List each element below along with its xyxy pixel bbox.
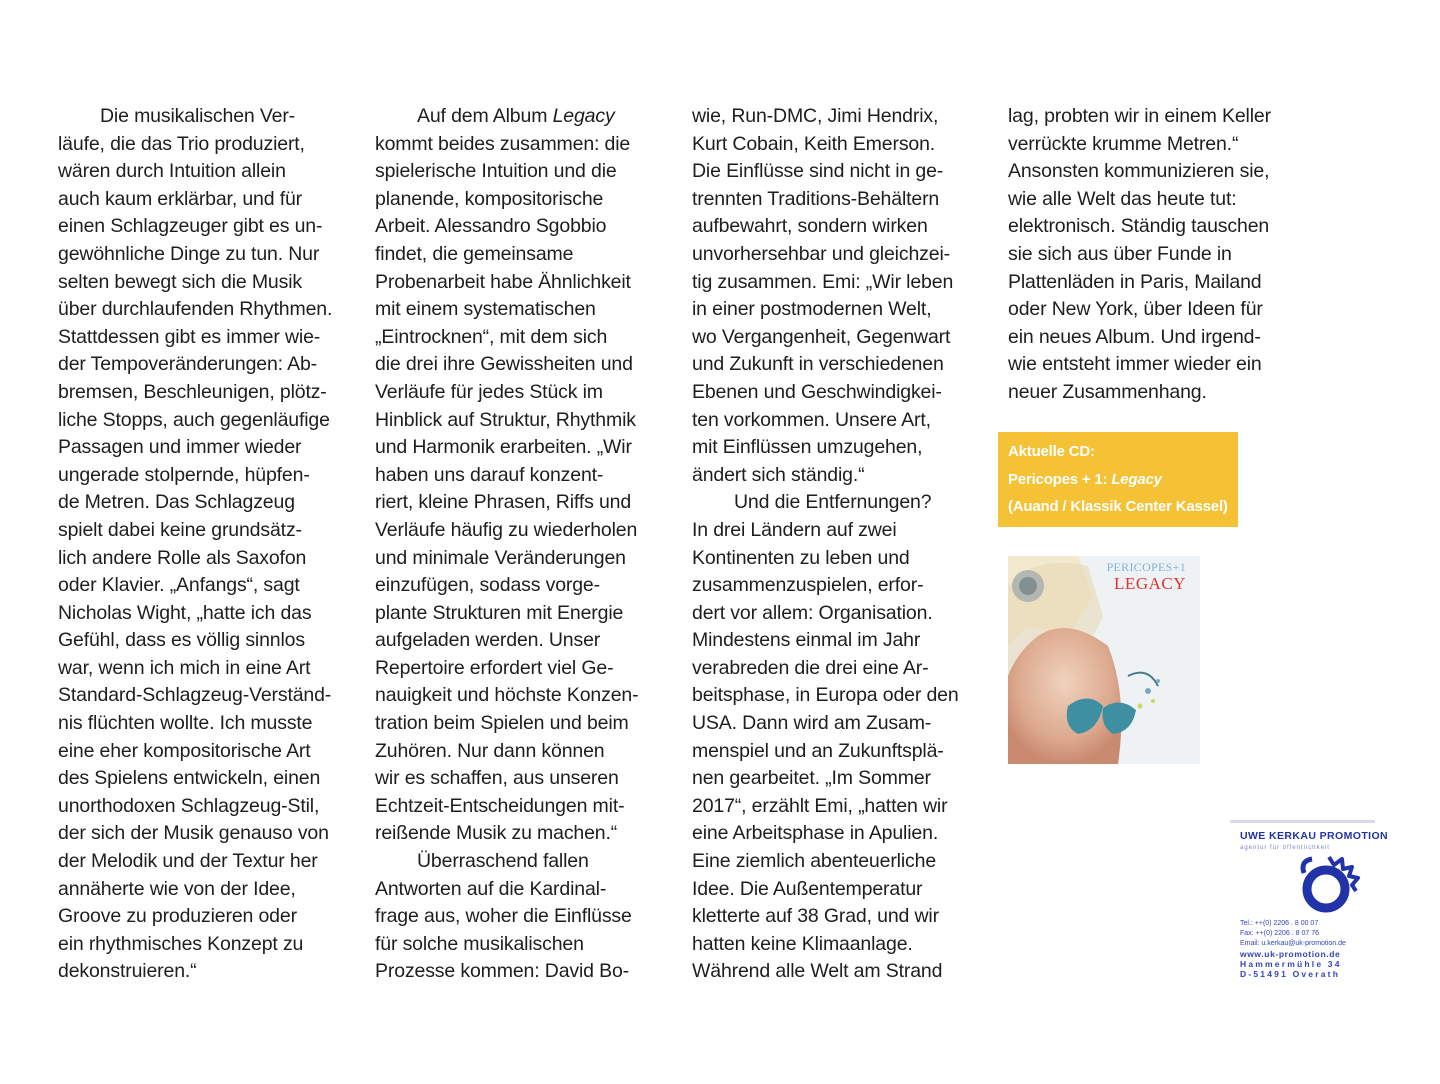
album-cover-image — [1008, 556, 1200, 764]
promo-tel: Tel.: ++(0) 2206 . 8 00 07 — [1240, 920, 1319, 927]
promo-fax: Fax: ++(0) 2206 . 8 07 76 — [1240, 930, 1319, 937]
text-run: Auf dem Album — [417, 105, 553, 127]
article-column-1 — [58, 103, 348, 986]
promo-tagline: agentur für öffentlichkeit — [1240, 845, 1330, 851]
paragraph: lag, probten wir in einem Keller verrückte krumme Metren.“ Ansonsten kommunizieren sie, wie alle Welt das heute tut: elektronisch. Ständig tauschen sie sich aus über Funde in Plattenläden in Paris, Mailand oder New York, über Ideen für ein neues Album. Und irgend- wie entsteht immer wieder ein neuer Zusammenhang. — [1008, 105, 1271, 403]
cover-title-album: LEGACY — [1114, 574, 1186, 593]
promo-web: www.uk-promotion.de — [1240, 949, 1341, 959]
cd-box-album — [1008, 466, 1228, 494]
cd-box-label: (Auand / Klassik Center Kassel) — [1008, 498, 1228, 515]
cd-box-album-title: Legacy — [1111, 470, 1162, 488]
article-column-3 — [692, 103, 982, 986]
promo-email: Email: u.kerkau@uk-promotion.de — [1240, 940, 1346, 947]
paragraph: Und die Entfernungen? In drei Ländern auf zwei Kontinenten zu leben und zusammenzuspielen, erfor- dert vor allem: Organisation. Mindestens einmal im Jahr verabreden die drei eine Ar- beitsphase, in Europa oder den USA. Dann wird am Zusam- menspiel und an Zukunftsplä- nen gearbeitet. „Im Sommer 2017“, erzählt Emi, „hatten wir eine Arbeitsphase in Apulien. Eine ziemlich abenteuerliche Idee. Die Außentemperatur kletterte auf 38 Grad, und wir hatten keine Klimaanlage. Während alle Welt am Strand — [692, 491, 959, 983]
current-cd-box — [998, 432, 1238, 527]
paragraph: Die musikalischen Ver- läufe, die das Trio produziert, wären durch Intuition allein auch kaum erklärbar, und für einen Schlagzeuger gibt es un- gewöhnliche Dinge zu tun. Nur selten bewegt sich die Musik über durchlaufenden Rhythmen. Stattdessen gibt es immer wie- der Tempoveränderungen: Ab- bremsen, Beschleunigen, plötz- liche Stopps, auch gegenläufige Passagen und immer wieder ungerade stolpernde, hüpfen- de Metren. Das Schlagzeug spielt dabei keine grundsätz- lich andere Rolle als Saxofon oder Klavier. „Anfangs“, sagt Nicholas Wight, „hatte ich das Gefühl, dass es völlig sinnlos war, wenn ich mich in eine Art Standard-Schlagzeug-Verständ- nis flüchten wollte. Ich musste eine eher kompositorische Art des Spielens entwickeln, einen unorthodoxen Schlagzeug-Stil, der sich der Musik genauso von der Melodik und der Textur her annäherte wie von der Idee, Groove zu produzieren oder ein rhythmisches Konzept zu dekonstruieren.“ — [58, 105, 333, 983]
cover-title-band: PERICOPES+1 — [1106, 560, 1186, 574]
article-column-4 — [1008, 103, 1298, 407]
article-column-2 — [375, 103, 665, 986]
promo-contact — [1240, 919, 1346, 979]
paragraph — [375, 103, 665, 848]
promo-city: D-51491 Overath — [1240, 969, 1341, 979]
cover-title — [1107, 560, 1186, 593]
cd-box-artist: Pericopes + 1: — [1008, 470, 1112, 488]
promo-logo-icon — [1296, 853, 1362, 917]
promo-brand: UWE KERKAU PROMOTION — [1240, 830, 1388, 842]
album-title: Legacy — [552, 105, 615, 127]
cd-box-heading: Aktuelle CD: — [1008, 443, 1095, 460]
text-run: kommt beides zusammen: die spielerische Intuition und die planende, kompositorische Arbeit. Alessandro Sgobbio findet, die gemeinsame Probenarbeit habe Ähnlichkeit mit einem systematischen „Eintrocknen“, mit dem sich die drei ihre Gewissheiten und Verläufe für jedes Stück im Hinblick auf Struktur, Rhythmik und Harmonik erarbeiten. „Wir haben uns darauf konzent- riert, kleine Phrasen, Riffs und Verläufe häufig zu wiederholen und minimale Veränderungen einzufügen, sodass vorge- plante Strukturen mit Energie aufgeladen werden. Unser Repertoire erfordert viel Ge- nauigkeit und höchste Konzen- tration beim Spielen und beim Zuhören. Nur dann können wir es schaffen, aus unseren Echtzeit-Entscheidungen mit- reißende Musik zu machen.“ — [375, 132, 639, 845]
promo-street: Hammermühle 34 — [1240, 959, 1342, 969]
paragraph: wie, Run-DMC, Jimi Hendrix, Kurt Cobain, Keith Emerson. Die Einflüsse sind nicht in ge- trennten Traditions-Behältern aufbewahrt, sondern wirken unvorhersehbar und gleichzei- tig zusammen. Emi: „Wir leben in einer postmodernen Welt, wo Vergangenheit, Gegenwart und Zukunft in verschiedenen Ebenen und Geschwindigkei- ten vorkommen. Unsere Art, mit Einflüssen umzugehen, ändert sich ständig.“ — [692, 105, 954, 486]
paragraph: Überraschend fallen Antworten auf die Kardinal- frage aus, woher die Einflüsse für solche musikalischen Prozesse kommen: David Bo- — [375, 850, 632, 983]
promotion-stamp — [1230, 820, 1388, 1001]
